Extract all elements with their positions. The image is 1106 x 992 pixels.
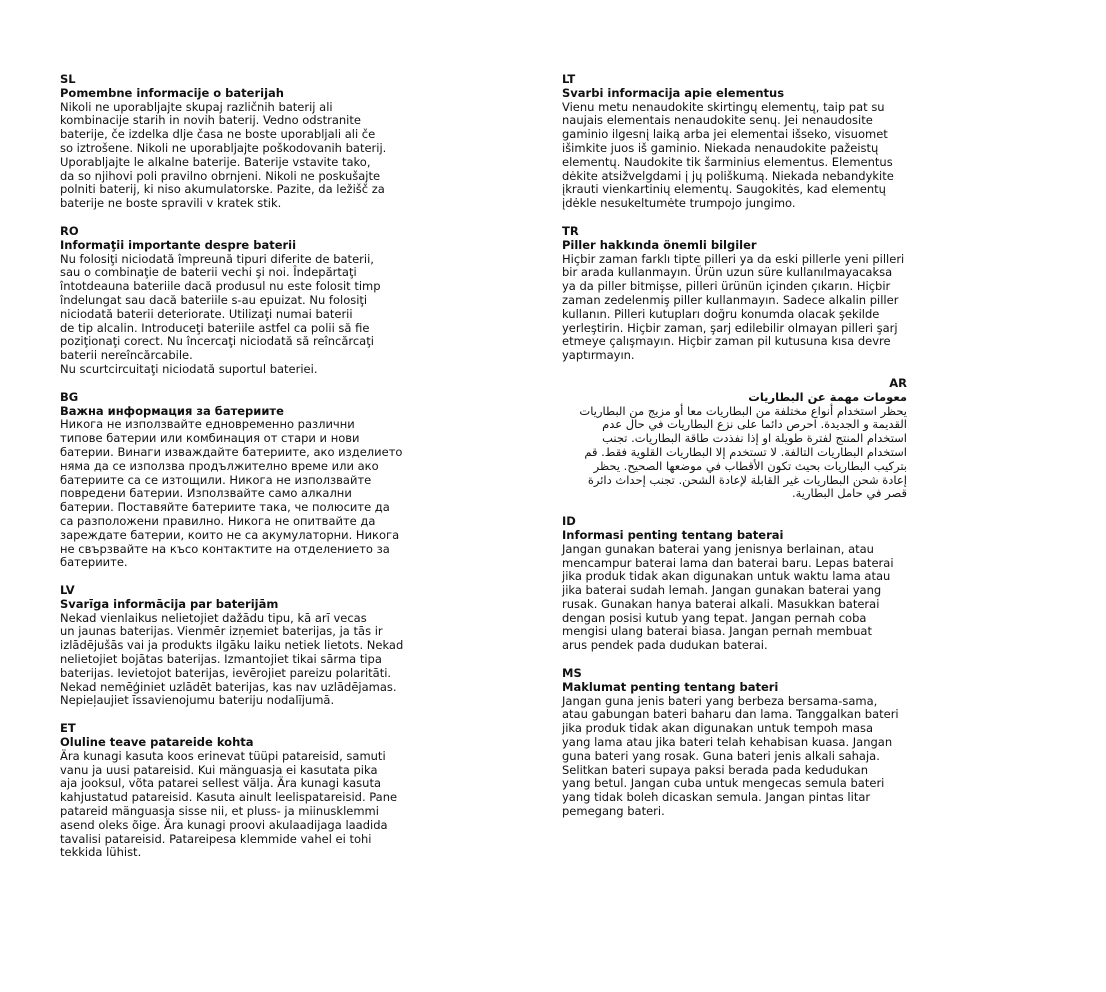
language-code: AR [889,375,907,390]
language-code: MS [562,666,582,681]
section-title: Oluline teave patareide kohta [60,735,254,750]
section-title: Svarbi informacija apie elementus [562,85,785,100]
section-sl [60,73,405,211]
section-body: Никога не използвайте едновременно различни типове батерии или комбинация от стари и нови батерии. Винаги изваждайте батериите, ако изделието няма да се използва продължително време или ако батериите са се изтощили. Никога не използвайте повредени батерии. Използвайте само алкални батерии. Поставяйте батериите така, че полюсите да са разположени правилно. Никога не опитвайте да зареждате батерии, които не са акумулаторни. Никога не свързвайте на късо контактите на отделението за батериите. [60,417,403,570]
section-title: Pomembne informacije o baterijah [60,85,284,100]
section-body: Nu folosiţi niciodată împreună tipuri diferite de baterii, sau o combinaţie de baterii vechi şi noi. Îndepărtaţi întotdeauna bateriile dacă produsul nu este folosit timp îndelungat sau dacă bateriile s-au epuizat. Nu folosiţi niciodată baterii deteriorate. Utilizaţi numai baterii de tip alcalin. Introduceţi bateriile astfel ca polii să fie poziţionaţi corect. Nu încercaţi niciodată să reîncărcaţi baterii nereîncărcabile. Nu scurtcircuitaţi niciodată suportul bateriei. [60,251,381,376]
section-title: Svarīga informācija par baterijām [60,596,279,611]
left-column [60,73,405,874]
language-code: SL [60,72,76,86]
language-code: LT [562,72,576,86]
section-ro [60,225,405,377]
section-body: Ära kunagi kasuta koos erinevat tüüpi patareisid, samuti vanu ja uusi patareisid. Kui mänguasja ei kasutata pika aja jooksul, võta patarei sellest välja. Ära kunagi kasuta kahjustatud patareisid. Kasuta ainult leelispatareisid. Pane patareid mänguasja sisse nii, et pluss- ja miinusklemmi asend oleks õige. Ära kunagi proovi akulaadijaga laadida tavalisi patareisid. Patareipesa klemmide vahel ei tohi tekkida lühist. [60,748,398,860]
language-code: TR [562,223,579,238]
section-body: Vienu metu nenaudokite skirtingų elementų, taip pat su naujais elementais nenaudokite senų. Jei nenaudosite gaminio ilgesnį laiką arba jei elementai išseko, visuomet išimkite juos iš gaminio. Niekada nenaudokite pažeistų elementų. Naudokite tik šarminius elementus. Elementus dėkite atsižvelgdami į jų poliškumą. Niekada nebandykite įkrauti vienkartinių elementų. Saugokitės, kad elementų įdėkle nesukeltumėte trumpojo jungimo. [562,99,894,211]
section-title: معومات مهمة عن البطاريات [748,389,907,404]
section-tr [562,225,907,363]
section-body: Jangan guna jenis bateri yang berbeza bersama-sama, atau gabungan bateri baharu dan lama. Tanggalkan bateri jika produk tidak akan digunakan untuk tempoh masa yang lama atau jika bateri telah kehabisan kuasa. Jangan guna bateri yang rosak. Guna bateri jenis alkali sahaja. Selitkan bateri supaya paksi berada pada kedudukan yang betul. Jangan cuba untuk mengecas semula bateri yang tidak boleh dicaskan semula. Jangan pintas litar pemegang bateri. [562,693,899,819]
section-title: Piller hakkında önemli bilgiler [562,237,757,252]
section-lv [60,584,405,708]
language-code: LV [60,583,75,598]
language-code: BG [60,389,79,404]
section-bg [60,391,405,570]
section-title: Важна информация за батериите [60,403,284,418]
language-code: ET [60,721,76,736]
section-ms [562,667,907,819]
language-code: ID [562,514,576,529]
section-lt [562,73,907,211]
section-ar [562,377,907,501]
section-body: Nikoli ne uporabljajte skupaj različnih baterij ali kombinacije starih in novih baterij. Vedno odstranite baterije, če izdelka dlje časa ne boste uporabljali ali če so iztrošene. Nikoli ne uporabljajte poškodovanih baterij. Uporabljajte le alkalne baterije. Baterije vstavite tako, da so njihovi poli pravilno obrnjeni. Nikoli ne poskušajte polniti baterij, ki niso akumulatorske. Pazite, da ležišč za baterije ne boste spravili v kratek stik. [60,99,387,211]
right-column [562,73,907,833]
section-title: Informaţii importante despre baterii [60,237,297,252]
section-title: Informasi penting tentang baterai [562,527,784,542]
section-body: Jangan gunakan baterai yang jenisnya berlainan, atau mencampur baterai lama dan baterai baru. Lepas baterai jika produk tidak akan digunakan untuk waktu lama atau jika baterai sudah lemah. Jangan gunakan baterai yang rusak. Gunakan hanya baterai alkali. Masukkan baterai dengan posisi kutub yang tepat. Jangan pernah coba mengisi ulang baterai biasa. Jangan pernah membuat arus pendek pada dudukan baterai. [562,541,894,653]
section-title: Maklumat penting tentang bateri [562,679,779,694]
section-body: Nekad vienlaikus nelietojiet dažādu tipu, kā arī vecas un jaunas baterijas. Vienmēr izņemiet baterijas, ja tās ir izlādējušās vai ja produkts ilgāku laiku netiek lietots. Nekad nelietojiet bojātas baterijas. Izmantojiet tikai sārma tipa baterijas. Ievietojot baterijas, ievērojiet pareizu polaritāti. Nekad nemēģiniet uzlādēt baterijas, kas nav uzlādējamas. Nepieļaujiet īssavienojumu bateriju nodalījumā. [60,610,404,708]
language-code: RO [60,223,79,238]
section-body: Hiçbir zaman farklı tipte pilleri ya da eski pillerle yeni pilleri bir arada kullanmayın. Ürün uzun süre kullanılmayacaksa ya da piller bitmişse, pilleri ürünün içinden çıkarın. Hiçbir zaman zedelenmiş piller kullanmayın. Sadece alkalin piller kullanın. Pilleri kutupları doğru konumda olacak şekilde yerleştirin. Hiçbir zaman, şarj edilebilir olmayan pilleri şarj etmeye çalışmayın. Hiçbir zaman pil kutusuna kısa devre yaptırmayın. [562,251,905,363]
section-id [562,515,907,653]
section-et [60,722,405,860]
section-body: يحظر استخدام أنواع مختلفة من البطاريات معا أو مزيج من البطاريات القديمة و الجديدة. احرص دائما على نزع البطاريات في حال عدم استخدام المنتج لفترة طويلة او إذا نفذدت طاقة البطاريات. تجنب استخدام البطاريات التالفة. لا تستخدم إلا البطاريات القلوية فقط. قم بتركيب البطاريات بحيث تكون الأقطاب في موضعها الصحيح. يحظر إعادة شحن البطاريات غير القابلة لإعادة الشحن. تجنب إحداث دائرة قصر في حامل البطارية. [579,403,907,501]
